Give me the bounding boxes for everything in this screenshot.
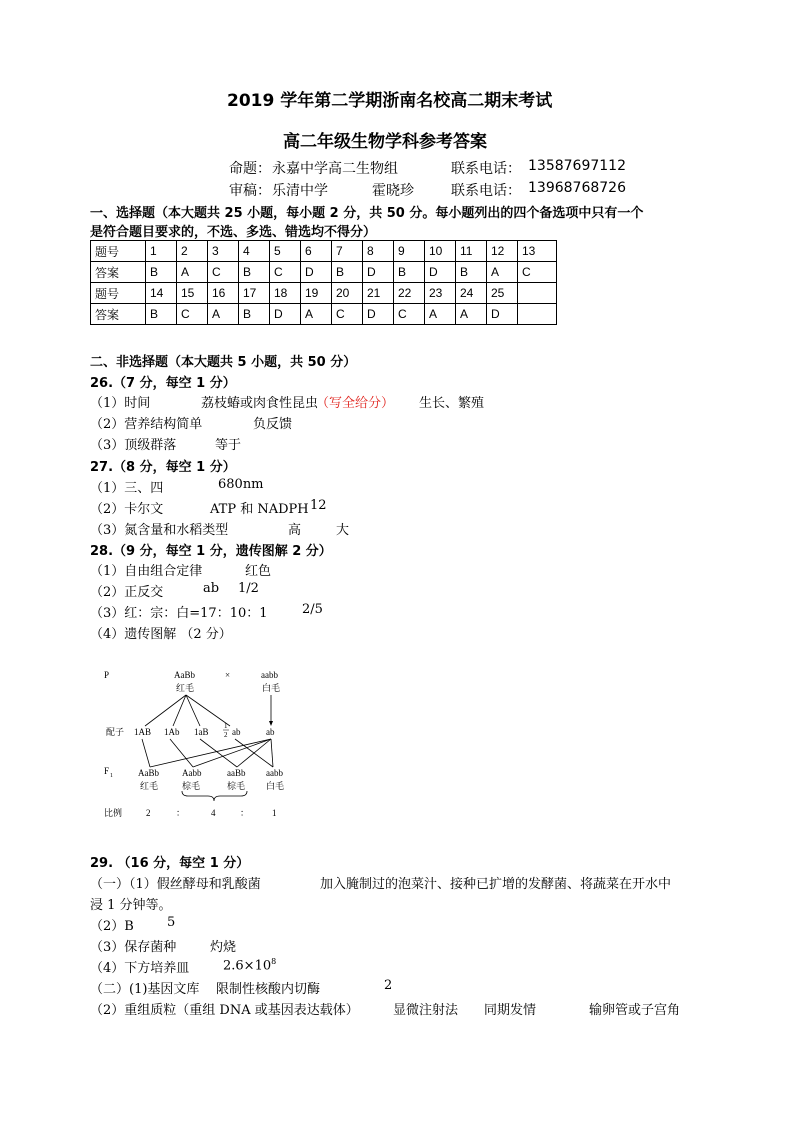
diagram-p-label: P [104,670,110,680]
answer-table-cell: A [177,262,208,283]
q29-line1-c: 浸 1 分钟等。 [90,898,172,913]
q29-line6-c: 同期发情 [484,1003,537,1018]
section1-line1: 一、选择题（本大题共 25 小题，每小题 2 分，共 50 分。每小题列出的四个备选项中只有一个 [90,206,644,221]
answer-table-cell: 23 [425,283,456,304]
q29-line3-b: 灼烧 [210,940,237,955]
q29-line2-b: 5 [167,915,176,930]
gamete-5-ab: ab [266,727,275,737]
offspring3-phenotype: 棕毛 [227,781,246,791]
credit-phone1: 13587697112 [528,158,626,174]
q28-line3-b: 2/5 [302,602,323,617]
answer-table-cell: C [518,262,557,283]
section1-line2: 是符合题目要求的，不选、多选、错选均不得分） [90,225,377,240]
answer-table-cell: D [301,262,332,283]
answer-table-cell: B [146,304,177,325]
answer-table-cell: 25 [487,283,518,304]
answer-table-cell: 13 [518,241,557,262]
q27-line2-c: 12 [310,498,327,513]
q29-heading: 29. （16 分，每空 1 分） [90,856,250,871]
q28-line4: （4）遗传图解 （2 分） [90,627,232,642]
answer-table-cell: D [487,304,518,325]
answer-table-cell: 18 [270,283,301,304]
offspring-lines [142,739,273,767]
q26-line3-b: 等于 [215,438,242,453]
answer-table [90,240,557,325]
parent1-genotype: AaBb [174,670,195,680]
diagram-f1-label: F [104,766,110,776]
answer-table-cell: D [363,262,394,283]
parent2-genotype: aabb [261,670,278,680]
answer-table-cell: 24 [456,283,487,304]
answer-table-row [91,283,557,304]
q27-line1-b: 680nm [218,477,264,492]
answer-table-cell: 12 [487,241,518,262]
credit-author-label: 命题： [229,161,271,177]
q27-line1-a: （1）三、四 [90,481,164,496]
answer-table-cell: A [425,304,456,325]
gamete-4-ab: ab [232,727,241,737]
cross-symbol: × [225,670,231,680]
offspring1-phenotype: 红毛 [140,781,159,791]
answer-table-cell: B [332,262,363,283]
q29-line1-b: 加入腌制过的泡菜汁、接种已扩增的发酵菌、将蔬菜在开水中 [320,877,672,892]
answer-table-cell: 22 [394,283,425,304]
q28-line3-a: （3）红：宗：白=17：10：1 [90,606,268,621]
answer-table-cell: 10 [425,241,456,262]
credit-reviewer-label: 审稿： [229,183,271,199]
offspring2-phenotype: 棕毛 [182,781,201,791]
answer-table-row [91,304,557,325]
answer-table-cell: B [239,262,270,283]
parent2-phenotype: 白毛 [262,683,281,693]
q26-line1-a: （1）时间 [90,396,151,411]
q29-line4-b-base: 2.6×10 [223,958,272,974]
answer-table-cell: 21 [363,283,394,304]
q26-line3-a: （3）顶级群落 [90,438,177,453]
section2-heading: 二、非选择题（本大题共 5 小题，共 50 分） [90,355,357,370]
q26-line2-a: （2）营养结构简单 [90,417,203,432]
answer-table-cell: 17 [239,283,270,304]
offspring4-genotype: aabb [266,768,283,778]
ratio-white: 1 [272,808,277,818]
answer-table-cell: 11 [456,241,487,262]
answer-table-cell: C [270,262,301,283]
q28-heading: 28.（9 分，每空 1 分，遗传图解 2 分） [90,544,332,559]
q29-line6-a: （2）重组质粒（重组 DNA 或基因表达载体） [90,1003,359,1018]
q28-line2-a: （2）正反交 [90,585,164,600]
gamete-4-fraction-den: 2 [224,731,228,739]
q28-line2-c: 1/2 [238,581,259,596]
q26-line1-note: （写全给分） [316,396,395,411]
q26-line1-c: 生长、繁殖 [419,396,485,411]
q29-line4-b-exponent: 8 [271,957,277,966]
exam-subtitle: 高二年级生物学科参考答案 [283,132,487,152]
answer-table-row [91,241,557,262]
q27-line2-a: （2）卡尔文 [90,502,164,517]
answer-table-cell: B [456,262,487,283]
answer-table-cell: 3 [208,241,239,262]
q29-line5-b: 限制性核酸内切酶 [216,982,321,997]
credit-reviewer-school: 乐清中学 [272,183,328,199]
answer-table-cell: 15 [177,283,208,304]
answer-table-row-header: 题号 [91,241,146,262]
answer-table-cell: 2 [177,241,208,262]
q29-line5-c: 2 [384,978,393,993]
gamete-lines [145,695,271,726]
diagram-f1-subscript: 1 [110,773,113,779]
answer-table-cell: B [146,262,177,283]
answer-table-row-header: 题号 [91,283,146,304]
offspring1-genotype: AaBb [138,768,159,778]
ratio-red: 2 [146,808,151,818]
answer-table-cell: B [394,262,425,283]
q27-line3-c: 大 [336,523,350,538]
ratio-sep2: ： [240,808,250,818]
brown-group-brace [182,791,247,801]
answer-table-row-header: 答案 [91,304,146,325]
q27-line3-a: （3）氮含量和水稻类型 [90,523,229,538]
q28-line1-a: （1）自由组合定律 [90,564,203,579]
q29-line4-a: （4）下方培养皿 [90,961,190,976]
credit-author-name: 永嘉中学高二生物组 [272,161,398,177]
answer-table-cell: D [425,262,456,283]
q27-line3-b: 高 [288,523,302,538]
gamete-4-fraction-num: 1 [224,722,228,730]
q29-line5-a: （二）(1)基因文库 [90,982,200,997]
answer-table-cell: D [270,304,301,325]
q26-line2-b: 负反馈 [253,417,293,432]
answer-table-cell: C [208,262,239,283]
answer-table-cell: 9 [394,241,425,262]
credit-phone1-label: 联系电话： [451,161,521,177]
q26-line1-b: 荔枝蝽或肉食性昆虫 [201,396,319,411]
q27-line2-b: ATP 和 NADPH [210,502,309,517]
answer-table-cell: 14 [146,283,177,304]
answer-table-cell: C [177,304,208,325]
answer-table-cell: C [332,304,363,325]
q28-line1-b: 红色 [245,564,272,579]
answer-table-cell: 8 [363,241,394,262]
parent2-arrow-head [269,721,273,726]
answer-table-cell: 1 [146,241,177,262]
answer-table-cell: 4 [239,241,270,262]
answer-table-cell: 19 [301,283,332,304]
credit-phone2: 13968768726 [528,180,626,196]
answer-table-cell: C [394,304,425,325]
answer-table-cell [518,283,557,304]
answer-table-cell: 5 [270,241,301,262]
gamete-1AB: 1AB [134,727,152,737]
offspring4-phenotype: 白毛 [266,781,285,791]
offspring3-genotype: aaBb [227,768,246,778]
answer-table-cell [518,304,557,325]
parent1-phenotype: 红毛 [176,683,195,693]
diagram-gamete-label: 配子 [106,727,125,737]
answer-table-cell: B [239,304,270,325]
credit-reviewer-name: 霍晓珍 [372,183,414,199]
answer-table-row-header: 答案 [91,262,146,283]
q29-line6-d: 输卵管或子宫角 [589,1003,681,1018]
answer-table-cell: 16 [208,283,239,304]
q29-line4-b [223,957,276,973]
ratio-brown: 4 [211,808,216,818]
answer-table-cell: 20 [332,283,363,304]
q28-line2-b: ab [203,581,220,596]
ratio-sep1: ： [176,808,186,818]
exam-title: 2019 学年第二学期浙南名校高二期末考试 [227,91,553,111]
q27-heading: 27.（8 分，每空 1 分） [90,460,236,475]
answer-table-cell: A [456,304,487,325]
offspring2-genotype: Aabb [182,768,202,778]
q29-line2-a: （2）B [90,919,134,934]
answer-table-cell: A [301,304,332,325]
answer-table-cell: D [363,304,394,325]
diagram-ratio-label: 比例 [104,808,123,818]
answer-table-cell: 7 [332,241,363,262]
gamete-1aB: 1aB [194,727,209,737]
credit-phone2-label: 联系电话： [451,183,521,199]
answer-table-row [91,262,557,283]
q29-line6-b: 显微注射法 [393,1003,459,1018]
answer-table-cell: A [487,262,518,283]
gamete-1Ab: 1Ab [164,727,180,737]
answer-table-cell: 6 [301,241,332,262]
q29-line1-a: （一）（1）假丝酵母和乳酸菌 [90,877,261,892]
q29-line3-a: （3）保存菌种 [90,940,177,955]
genetic-cross-diagram [90,662,310,822]
answer-table-cell: A [208,304,239,325]
q26-heading: 26.（7 分，每空 1 分） [90,376,236,391]
